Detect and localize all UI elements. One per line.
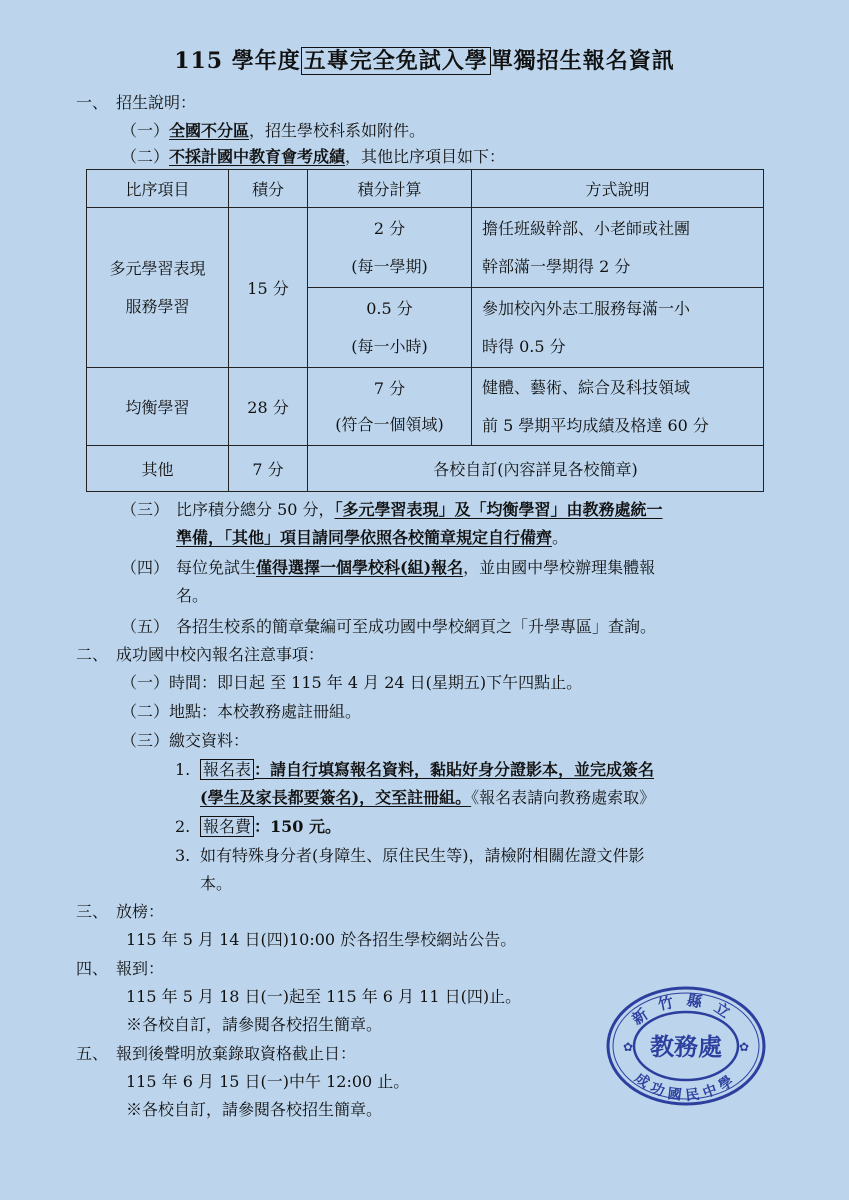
section1-item5-number: （五） (121, 617, 170, 636)
item-text: 《報名表請向教務處索取》 (471, 788, 656, 807)
stamp-flower-right-icon: ✿ (739, 1040, 750, 1054)
stamp-bottom-text (631, 1069, 740, 1104)
desc-line1: 健體、藝術、綜合及科技領域 (482, 377, 691, 397)
section3-text: 115 年 5 月 14 日(四)10:00 於各招生學校網站公告。 (126, 930, 517, 949)
section4-note: ※各校自訂，請參閱各校招生簡章。 (126, 1015, 383, 1034)
section1-item1 (121, 121, 425, 141)
section1-item4-line2: 名。 (176, 586, 209, 605)
item-text: ，並由國中學校辦理集體報 (463, 558, 656, 577)
cell-desc: 各校自訂(內容詳見各校簡章) (308, 446, 764, 492)
table-header-row (87, 170, 764, 208)
cell-score: 28 分 (229, 368, 308, 446)
cell-calc (308, 368, 472, 446)
desc-line2: 時得 0.5 分 (482, 336, 566, 356)
section4-text: 115 年 5 月 18 日(一)起至 115 年 6 月 11 日(四)止。 (126, 987, 522, 1006)
section2-item3: （三）繳交資料： (121, 731, 250, 750)
sub1-line1 (200, 760, 654, 780)
item-text: ，其他比序項目如下： (345, 147, 506, 166)
item-emphasis: 全國不分區 (169, 121, 250, 140)
sub1-line2 (200, 788, 655, 808)
item-emphasis: (學生及家長都要簽名)，交至註冊組。 (200, 788, 472, 807)
section1-item4-line1 (176, 558, 655, 578)
sub2-number: 2. (175, 817, 191, 836)
cell-score: 15 分 (229, 208, 308, 368)
table-row (87, 368, 764, 446)
desc-line1: 擔任班級幹部、小老師或社團 (482, 218, 691, 238)
section1-item2 (121, 147, 505, 167)
section1-item3-line2 (176, 528, 568, 548)
sub3-line1: 如有特殊身分者(身障生、原住民生等)，請檢附相關佐證文件影 (200, 846, 645, 865)
title-prefix: 115 學年度 (174, 48, 301, 74)
stamp-bottom-textpath: 成功國民中學 (631, 1070, 741, 1105)
header-calc: 積分計算 (308, 170, 472, 208)
cell-item: 其他 (87, 446, 229, 492)
title-boxed: 五專完全免試入學 (301, 47, 491, 75)
item-line1: 多元學習表現 (109, 258, 206, 278)
item-text: 比序積分總分 50 分， (176, 500, 335, 519)
sub3-number: 3. (175, 846, 191, 865)
table-row (87, 446, 764, 492)
section1-item3-line1 (176, 500, 663, 520)
item-text: 每位免試生 (176, 558, 257, 577)
title-suffix: 單獨招生報名資訊 (490, 48, 675, 74)
item-number: （一） (121, 121, 170, 140)
calc-line1: 2 分 (373, 218, 406, 238)
section1-heading: 一、 招生說明： (76, 93, 197, 112)
cell-desc (472, 208, 764, 288)
calc-line2: (每一學期) (351, 256, 428, 276)
sub2-line (200, 817, 341, 837)
section1-item3-number: （三） (121, 500, 170, 519)
header-score: 積分 (229, 170, 308, 208)
desc-line2: 前 5 學期平均成績及格達 60 分 (482, 415, 709, 435)
section2-item1: （一）時間：即日起 至 115 年 4 月 24 日(星期五)下午四點止。 (121, 673, 583, 692)
calc-line1: 0.5 分 (366, 298, 413, 318)
header-desc: 方式說明 (472, 170, 764, 208)
item-emphasis: 準備，「其他」項目請同學依照各校簡章規定自行備齊 (176, 528, 553, 547)
item-text: ：150 元。 (254, 817, 341, 836)
table-row (87, 208, 764, 288)
cell-desc (472, 368, 764, 446)
cell-score: 7 分 (229, 446, 308, 492)
desc-line2: 幹部滿一學期得 2 分 (482, 256, 631, 276)
page-title (0, 44, 849, 75)
section3-heading: 三、 放榜： (76, 902, 165, 921)
score-table (86, 169, 764, 492)
calc-line2: (符合一個領域) (335, 414, 444, 434)
calc-line2: (每一小時) (351, 336, 428, 356)
section5-heading: 五、 報到後聲明放棄錄取資格截止日： (76, 1044, 357, 1063)
section1-item4-number: （四） (121, 558, 170, 577)
cell-desc (472, 288, 764, 368)
item-emphasis: 不採計國中教育會考成績 (169, 147, 346, 166)
stamp-top-textpath: 新竹縣立 (628, 991, 744, 1029)
stamp-flower-left-icon: ✿ (623, 1040, 634, 1054)
item-emphasis: 僅得選擇一個學校科(組)報名 (256, 558, 464, 577)
sub3-line2: 本。 (200, 874, 233, 893)
sub1-number: 1. (175, 760, 191, 779)
calc-line1: 7 分 (373, 378, 406, 398)
section1-item5-text: 各招生校系的簡章彙編可至成功國中學校網頁之「升學專區」查詢。 (176, 617, 657, 636)
section2-heading: 二、 成功國中校內報名注意事項： (76, 645, 325, 664)
header-item: 比序項目 (87, 170, 229, 208)
cell-item (87, 208, 229, 368)
item-number: （二） (121, 147, 170, 166)
item-emphasis: 「多元學習表現」及「均衡學習」由教務處統一 (334, 500, 663, 519)
cell-calc (308, 208, 472, 288)
section2-item2: （二）地點：本校教務處註冊組。 (121, 702, 362, 721)
item-line2: 服務學習 (125, 296, 190, 316)
item-text: ，招生學校科系如附件。 (249, 121, 426, 140)
cell-calc (308, 288, 472, 368)
stamp-center-text: 教務處 (650, 1032, 722, 1061)
section5-note: ※各校自訂，請參閱各校招生簡章。 (126, 1100, 383, 1119)
form-label-box: 報名表 (200, 759, 254, 780)
fee-label-box: 報名費 (200, 816, 254, 837)
section5-text: 115 年 6 月 15 日(一)中午 12:00 止。 (126, 1072, 410, 1091)
section4-heading: 四、 報到： (76, 959, 165, 978)
item-text: 。 (552, 528, 569, 547)
desc-line1: 參加校內外志工服務每滿一小 (482, 298, 691, 318)
item-emphasis: ：請自行填寫報名資料，黏貼好身分證影本，並完成簽名 (254, 760, 655, 779)
cell-item: 均衡學習 (87, 368, 229, 446)
office-stamp (605, 985, 767, 1107)
